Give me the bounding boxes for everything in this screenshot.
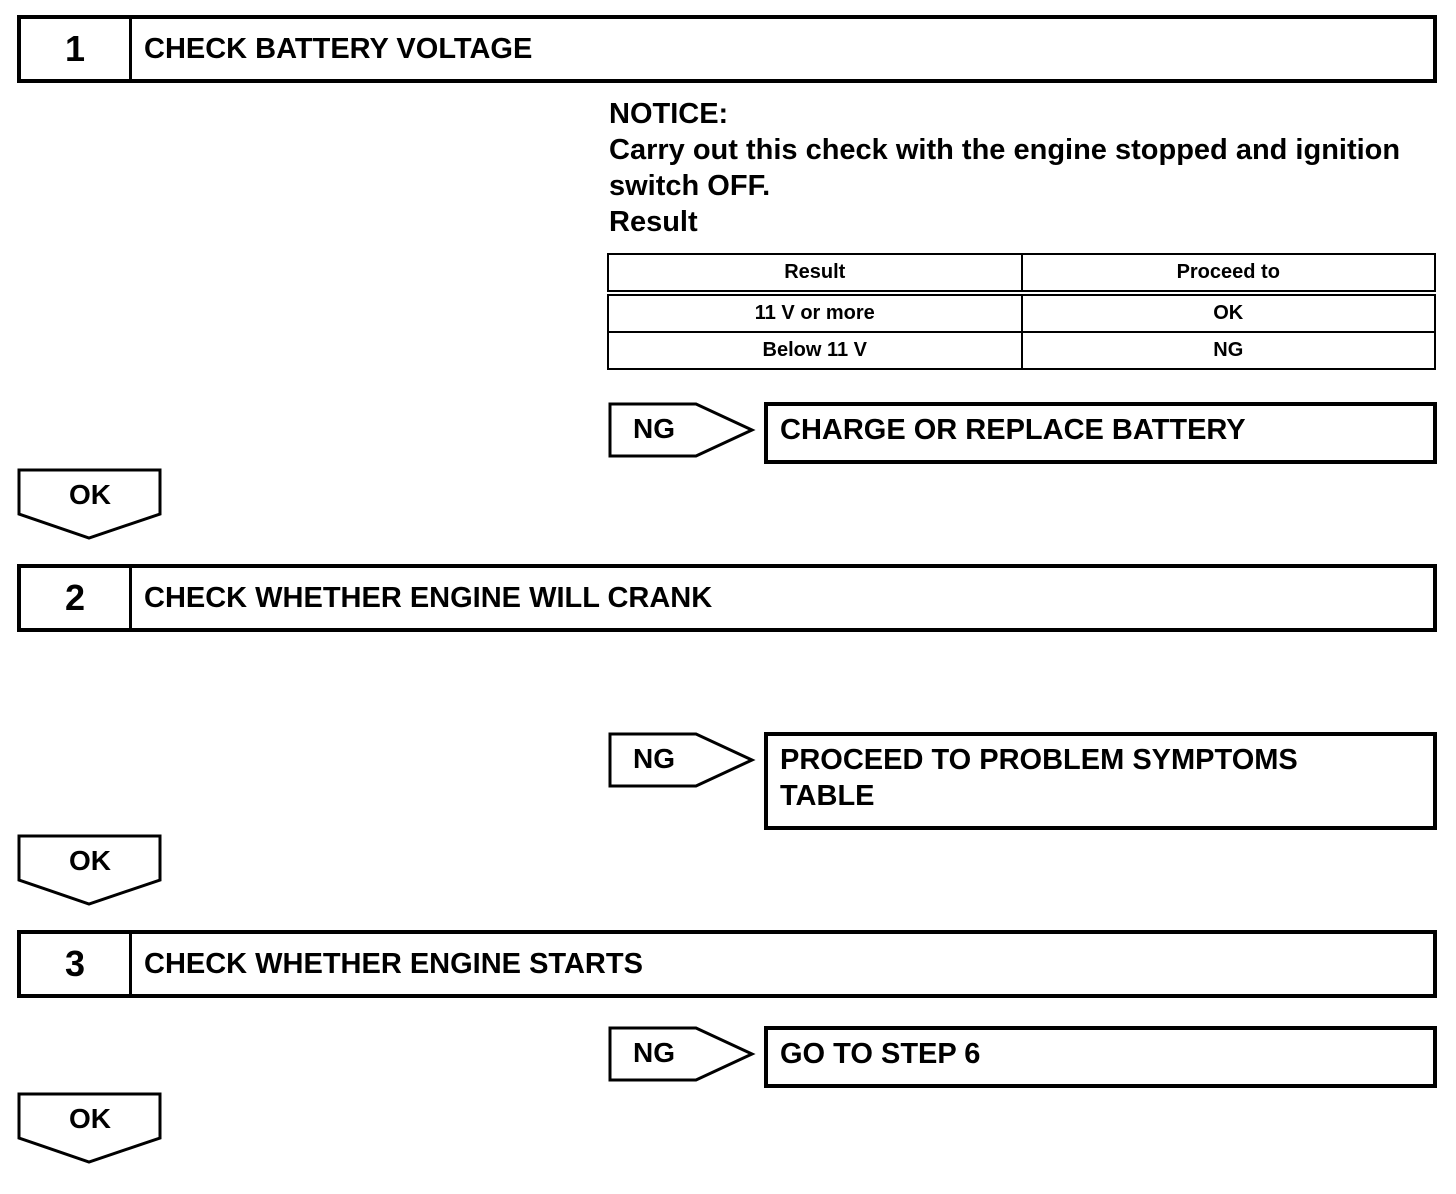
step-2-header xyxy=(17,564,1437,632)
action-go-to-step-6 xyxy=(764,1026,1437,1088)
step-title: CHECK BATTERY VOLTAGE xyxy=(144,32,533,65)
table-cell: NG xyxy=(1022,332,1436,369)
step-number: 3 xyxy=(21,934,132,994)
notice-heading: NOTICE: xyxy=(609,98,729,130)
ng-label: NG xyxy=(633,413,675,444)
action-text-line: TABLE xyxy=(780,780,875,812)
column-header-result: Result xyxy=(608,254,1022,293)
table-cell: 11 V or more xyxy=(608,293,1022,332)
ok-arrow[interactable] xyxy=(17,468,163,542)
step-number: 2 xyxy=(21,568,132,628)
column-header-proceed: Proceed to xyxy=(1022,254,1436,293)
step-number: 1 xyxy=(21,19,132,79)
action-text: CHARGE OR REPLACE BATTERY xyxy=(780,414,1246,446)
notice-block xyxy=(609,96,1449,240)
step-title: CHECK WHETHER ENGINE STARTS xyxy=(144,947,643,980)
ng-arrow[interactable] xyxy=(608,402,756,460)
step-title: CHECK WHETHER ENGINE WILL CRANK xyxy=(144,581,713,614)
step-3-header xyxy=(17,930,1437,998)
action-proceed-to-problem-symptoms xyxy=(764,732,1437,830)
action-text-line: PROCEED TO PROBLEM SYMPTOMS xyxy=(780,744,1298,776)
ok-label: OK xyxy=(69,479,111,510)
table-cell: Below 11 V xyxy=(608,332,1022,369)
ng-arrow[interactable] xyxy=(608,732,756,790)
step-1-header xyxy=(17,15,1437,83)
ok-arrow[interactable] xyxy=(17,834,163,908)
ok-arrow[interactable] xyxy=(17,1092,163,1166)
ok-label: OK xyxy=(69,1103,111,1134)
ng-label: NG xyxy=(633,1037,675,1068)
action-text: GO TO STEP 6 xyxy=(780,1038,981,1070)
table-row xyxy=(608,332,1435,369)
ng-label: NG xyxy=(633,743,675,774)
notice-text: Carry out this check with the engine stopped and ignition switch OFF. xyxy=(609,134,1401,202)
ok-label: OK xyxy=(69,845,111,876)
ng-arrow[interactable] xyxy=(608,1026,756,1084)
result-table xyxy=(607,253,1436,370)
action-charge-replace-battery xyxy=(764,402,1437,464)
table-cell: OK xyxy=(1022,293,1436,332)
table-row xyxy=(608,293,1435,332)
result-label: Result xyxy=(609,206,698,238)
